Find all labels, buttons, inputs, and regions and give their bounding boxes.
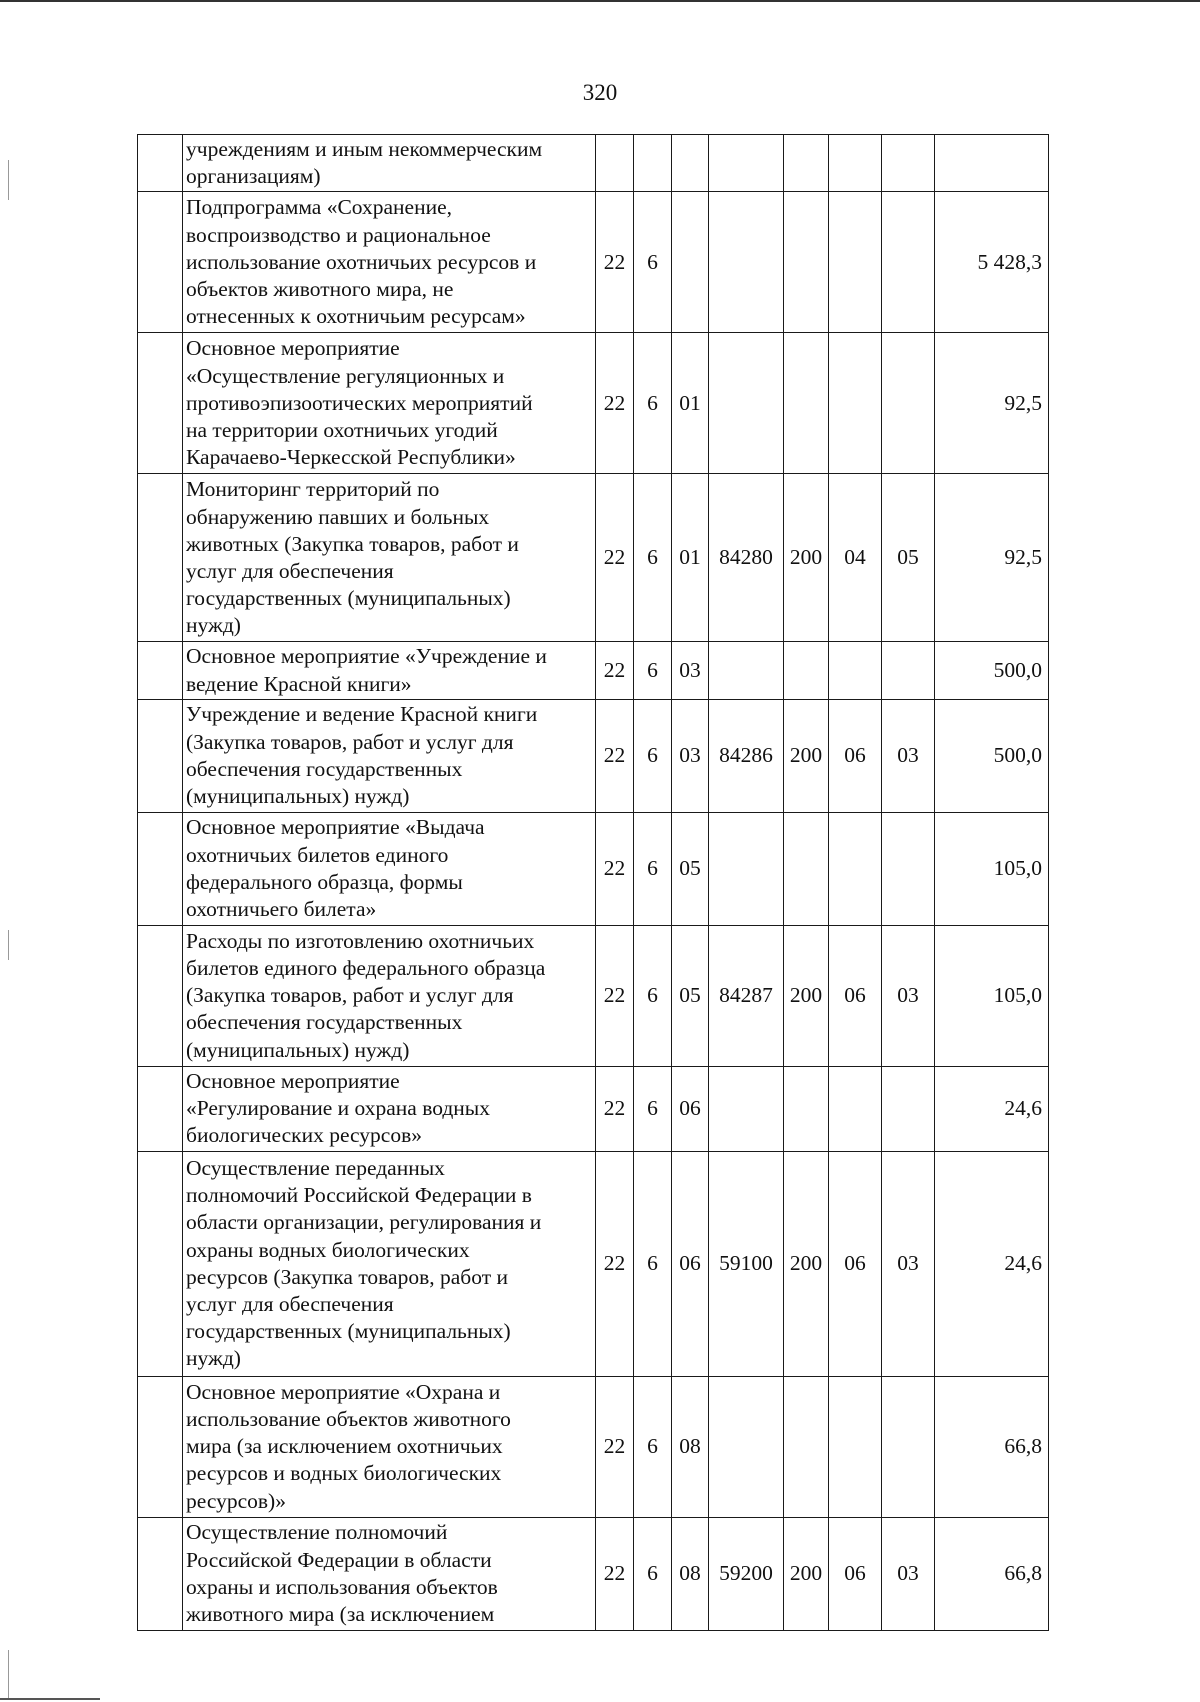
code-cell-c3: 05 — [672, 925, 709, 1066]
code-cell-c2: 6 — [634, 1066, 672, 1151]
scan-mark-left — [8, 930, 9, 960]
row-index-cell — [138, 1066, 183, 1151]
table-row — [138, 1376, 1049, 1517]
code-cell-c4 — [709, 812, 784, 925]
code-cell-c5: 200 — [784, 699, 829, 812]
code-cell-c5: 200 — [784, 474, 829, 642]
code-cell-c2 — [634, 135, 672, 192]
code-cell-c2: 6 — [634, 812, 672, 925]
code-cell-c6 — [829, 135, 882, 192]
code-cell-c3: 01 — [672, 333, 709, 474]
row-index-cell — [138, 1376, 183, 1517]
code-cell-c6: 06 — [829, 925, 882, 1066]
code-cell-c5: 200 — [784, 1151, 829, 1376]
amount-cell: 105,0 — [935, 812, 1049, 925]
row-index-cell — [138, 925, 183, 1066]
code-cell-c2: 6 — [634, 925, 672, 1066]
table-row — [138, 925, 1049, 1066]
code-cell-c4: 84286 — [709, 699, 784, 812]
row-index-cell — [138, 135, 183, 192]
scan-mark-left — [8, 160, 9, 200]
amount-cell: 500,0 — [935, 642, 1049, 699]
code-cell-c1: 22 — [596, 1517, 634, 1630]
budget-table — [137, 134, 1049, 1631]
expense-name-cell: Подпрограмма «Сохранение, воспроизводство и рациональное использование охотничьих ресурсов и объектов животного мира, не отнесенных к охотничьим ресурсам» — [183, 192, 596, 333]
expense-name-cell: Основное мероприятие «Регулирование и охрана водных биологических ресурсов» — [183, 1066, 596, 1151]
code-cell-c1: 22 — [596, 925, 634, 1066]
code-cell-c7 — [882, 1066, 935, 1151]
row-index-cell — [138, 1517, 183, 1630]
code-cell-c3 — [672, 135, 709, 192]
code-cell-c4 — [709, 192, 784, 333]
expense-name-cell: Осуществление полномочий Российской Федерации в области охраны и использования объектов животного мира (за исключением — [183, 1517, 596, 1630]
code-cell-c4: 84280 — [709, 474, 784, 642]
code-cell-c1: 22 — [596, 474, 634, 642]
code-cell-c7: 03 — [882, 699, 935, 812]
code-cell-c7: 05 — [882, 474, 935, 642]
row-index-cell — [138, 642, 183, 699]
table-row — [138, 812, 1049, 925]
code-cell-c6 — [829, 812, 882, 925]
expense-name-cell: Основное мероприятие «Охрана и использование объектов животного мира (за исключением охотничьих ресурсов и водных биологических ресурсов)» — [183, 1376, 596, 1517]
code-cell-c7 — [882, 1376, 935, 1517]
code-cell-c3: 03 — [672, 699, 709, 812]
code-cell-c3: 08 — [672, 1376, 709, 1517]
code-cell-c5 — [784, 1376, 829, 1517]
amount-cell: 105,0 — [935, 925, 1049, 1066]
code-cell-c4: 59100 — [709, 1151, 784, 1376]
expense-name-cell: Осуществление переданных полномочий Российской Федерации в области организации, регулирования и охраны водных биологических ресурсов (Закупка товаров, работ и услуг для обеспечения государственных (муниципальных) нужд) — [183, 1151, 596, 1376]
code-cell-c1: 22 — [596, 192, 634, 333]
code-cell-c1: 22 — [596, 1151, 634, 1376]
table-row — [138, 1517, 1049, 1630]
code-cell-c6: 06 — [829, 1151, 882, 1376]
code-cell-c4: 84287 — [709, 925, 784, 1066]
code-cell-c6 — [829, 192, 882, 333]
table-row — [138, 135, 1049, 192]
code-cell-c2: 6 — [634, 1517, 672, 1630]
row-index-cell — [138, 474, 183, 642]
code-cell-c7 — [882, 135, 935, 192]
row-index-cell — [138, 699, 183, 812]
code-cell-c3: 06 — [672, 1066, 709, 1151]
code-cell-c4 — [709, 1376, 784, 1517]
code-cell-c6 — [829, 1066, 882, 1151]
code-cell-c7: 03 — [882, 1151, 935, 1376]
amount-cell: 500,0 — [935, 699, 1049, 812]
row-index-cell — [138, 1151, 183, 1376]
code-cell-c2: 6 — [634, 192, 672, 333]
code-cell-c6: 04 — [829, 474, 882, 642]
expense-name-cell: Учреждение и ведение Красной книги (Закупка товаров, работ и услуг для обеспечения государственных (муниципальных) нужд) — [183, 699, 596, 812]
code-cell-c2: 6 — [634, 474, 672, 642]
code-cell-c7 — [882, 812, 935, 925]
code-cell-c3: 08 — [672, 1517, 709, 1630]
expense-name-cell: Основное мероприятие «Осуществление регуляционных и противоэпизоотических мероприятий на территории охотничьих угодий Карачаево-Черкесской Республики» — [183, 333, 596, 474]
table-row — [138, 642, 1049, 699]
expense-name-cell: Расходы по изготовлению охотничьих билетов единого федерального образца (Закупка товаров, работ и услуг для обеспечения государственных (муниципальных) нужд) — [183, 925, 596, 1066]
table-row — [138, 192, 1049, 333]
table-row — [138, 699, 1049, 812]
code-cell-c3: 01 — [672, 474, 709, 642]
code-cell-c2: 6 — [634, 699, 672, 812]
amount-cell: 92,5 — [935, 474, 1049, 642]
code-cell-c4 — [709, 642, 784, 699]
code-cell-c3: 05 — [672, 812, 709, 925]
code-cell-c5 — [784, 812, 829, 925]
code-cell-c6 — [829, 642, 882, 699]
page-number: 320 — [582, 80, 618, 105]
table-row — [138, 474, 1049, 642]
code-cell-c6: 06 — [829, 1517, 882, 1630]
code-cell-c7: 03 — [882, 925, 935, 1066]
code-cell-c4 — [709, 135, 784, 192]
expense-name-cell: Мониторинг территорий по обнаружению павших и больных животных (Закупка товаров, работ и услуг для обеспечения государственных (муниципальных) нужд) — [183, 474, 596, 642]
code-cell-c2: 6 — [634, 1151, 672, 1376]
scan-border-top — [0, 0, 1200, 2]
code-cell-c5 — [784, 642, 829, 699]
code-cell-c1: 22 — [596, 812, 634, 925]
code-cell-c5 — [784, 333, 829, 474]
code-cell-c7: 03 — [882, 1517, 935, 1630]
scan-mark-left — [8, 1650, 9, 1700]
expense-name-cell: учреждениям и иным некоммерческим организациям) — [183, 135, 596, 192]
code-cell-c3 — [672, 192, 709, 333]
amount-cell: 24,6 — [935, 1066, 1049, 1151]
code-cell-c6 — [829, 1376, 882, 1517]
code-cell-c3: 06 — [672, 1151, 709, 1376]
code-cell-c7 — [882, 192, 935, 333]
code-cell-c5: 200 — [784, 1517, 829, 1630]
code-cell-c2: 6 — [634, 333, 672, 474]
amount-cell: 24,6 — [935, 1151, 1049, 1376]
code-cell-c1: 22 — [596, 699, 634, 812]
code-cell-c4: 59200 — [709, 1517, 784, 1630]
code-cell-c2: 6 — [634, 642, 672, 699]
amount-cell: 66,8 — [935, 1517, 1049, 1630]
code-cell-c1: 22 — [596, 333, 634, 474]
code-cell-c5 — [784, 135, 829, 192]
code-cell-c7 — [882, 642, 935, 699]
code-cell-c4 — [709, 333, 784, 474]
code-cell-c7 — [882, 333, 935, 474]
code-cell-c6 — [829, 333, 882, 474]
expense-name-cell: Основное мероприятие «Учреждение и ведение Красной книги» — [183, 642, 596, 699]
table-row — [138, 1151, 1049, 1376]
code-cell-c4 — [709, 1066, 784, 1151]
amount-cell: 92,5 — [935, 333, 1049, 474]
table-row — [138, 333, 1049, 474]
row-index-cell — [138, 333, 183, 474]
code-cell-c5 — [784, 1066, 829, 1151]
code-cell-c1: 22 — [596, 642, 634, 699]
code-cell-c3: 03 — [672, 642, 709, 699]
amount-cell — [935, 135, 1049, 192]
code-cell-c1: 22 — [596, 1066, 634, 1151]
expense-name-cell: Основное мероприятие «Выдача охотничьих билетов единого федерального образца, формы охотничьего билета» — [183, 812, 596, 925]
code-cell-c1 — [596, 135, 634, 192]
code-cell-c5: 200 — [784, 925, 829, 1066]
row-index-cell — [138, 192, 183, 333]
code-cell-c2: 6 — [634, 1376, 672, 1517]
code-cell-c6: 06 — [829, 699, 882, 812]
amount-cell: 5 428,3 — [935, 192, 1049, 333]
amount-cell: 66,8 — [935, 1376, 1049, 1517]
table-row — [138, 1066, 1049, 1151]
scan-border-bottom — [0, 1698, 100, 1700]
row-index-cell — [138, 812, 183, 925]
code-cell-c1: 22 — [596, 1376, 634, 1517]
code-cell-c5 — [784, 192, 829, 333]
